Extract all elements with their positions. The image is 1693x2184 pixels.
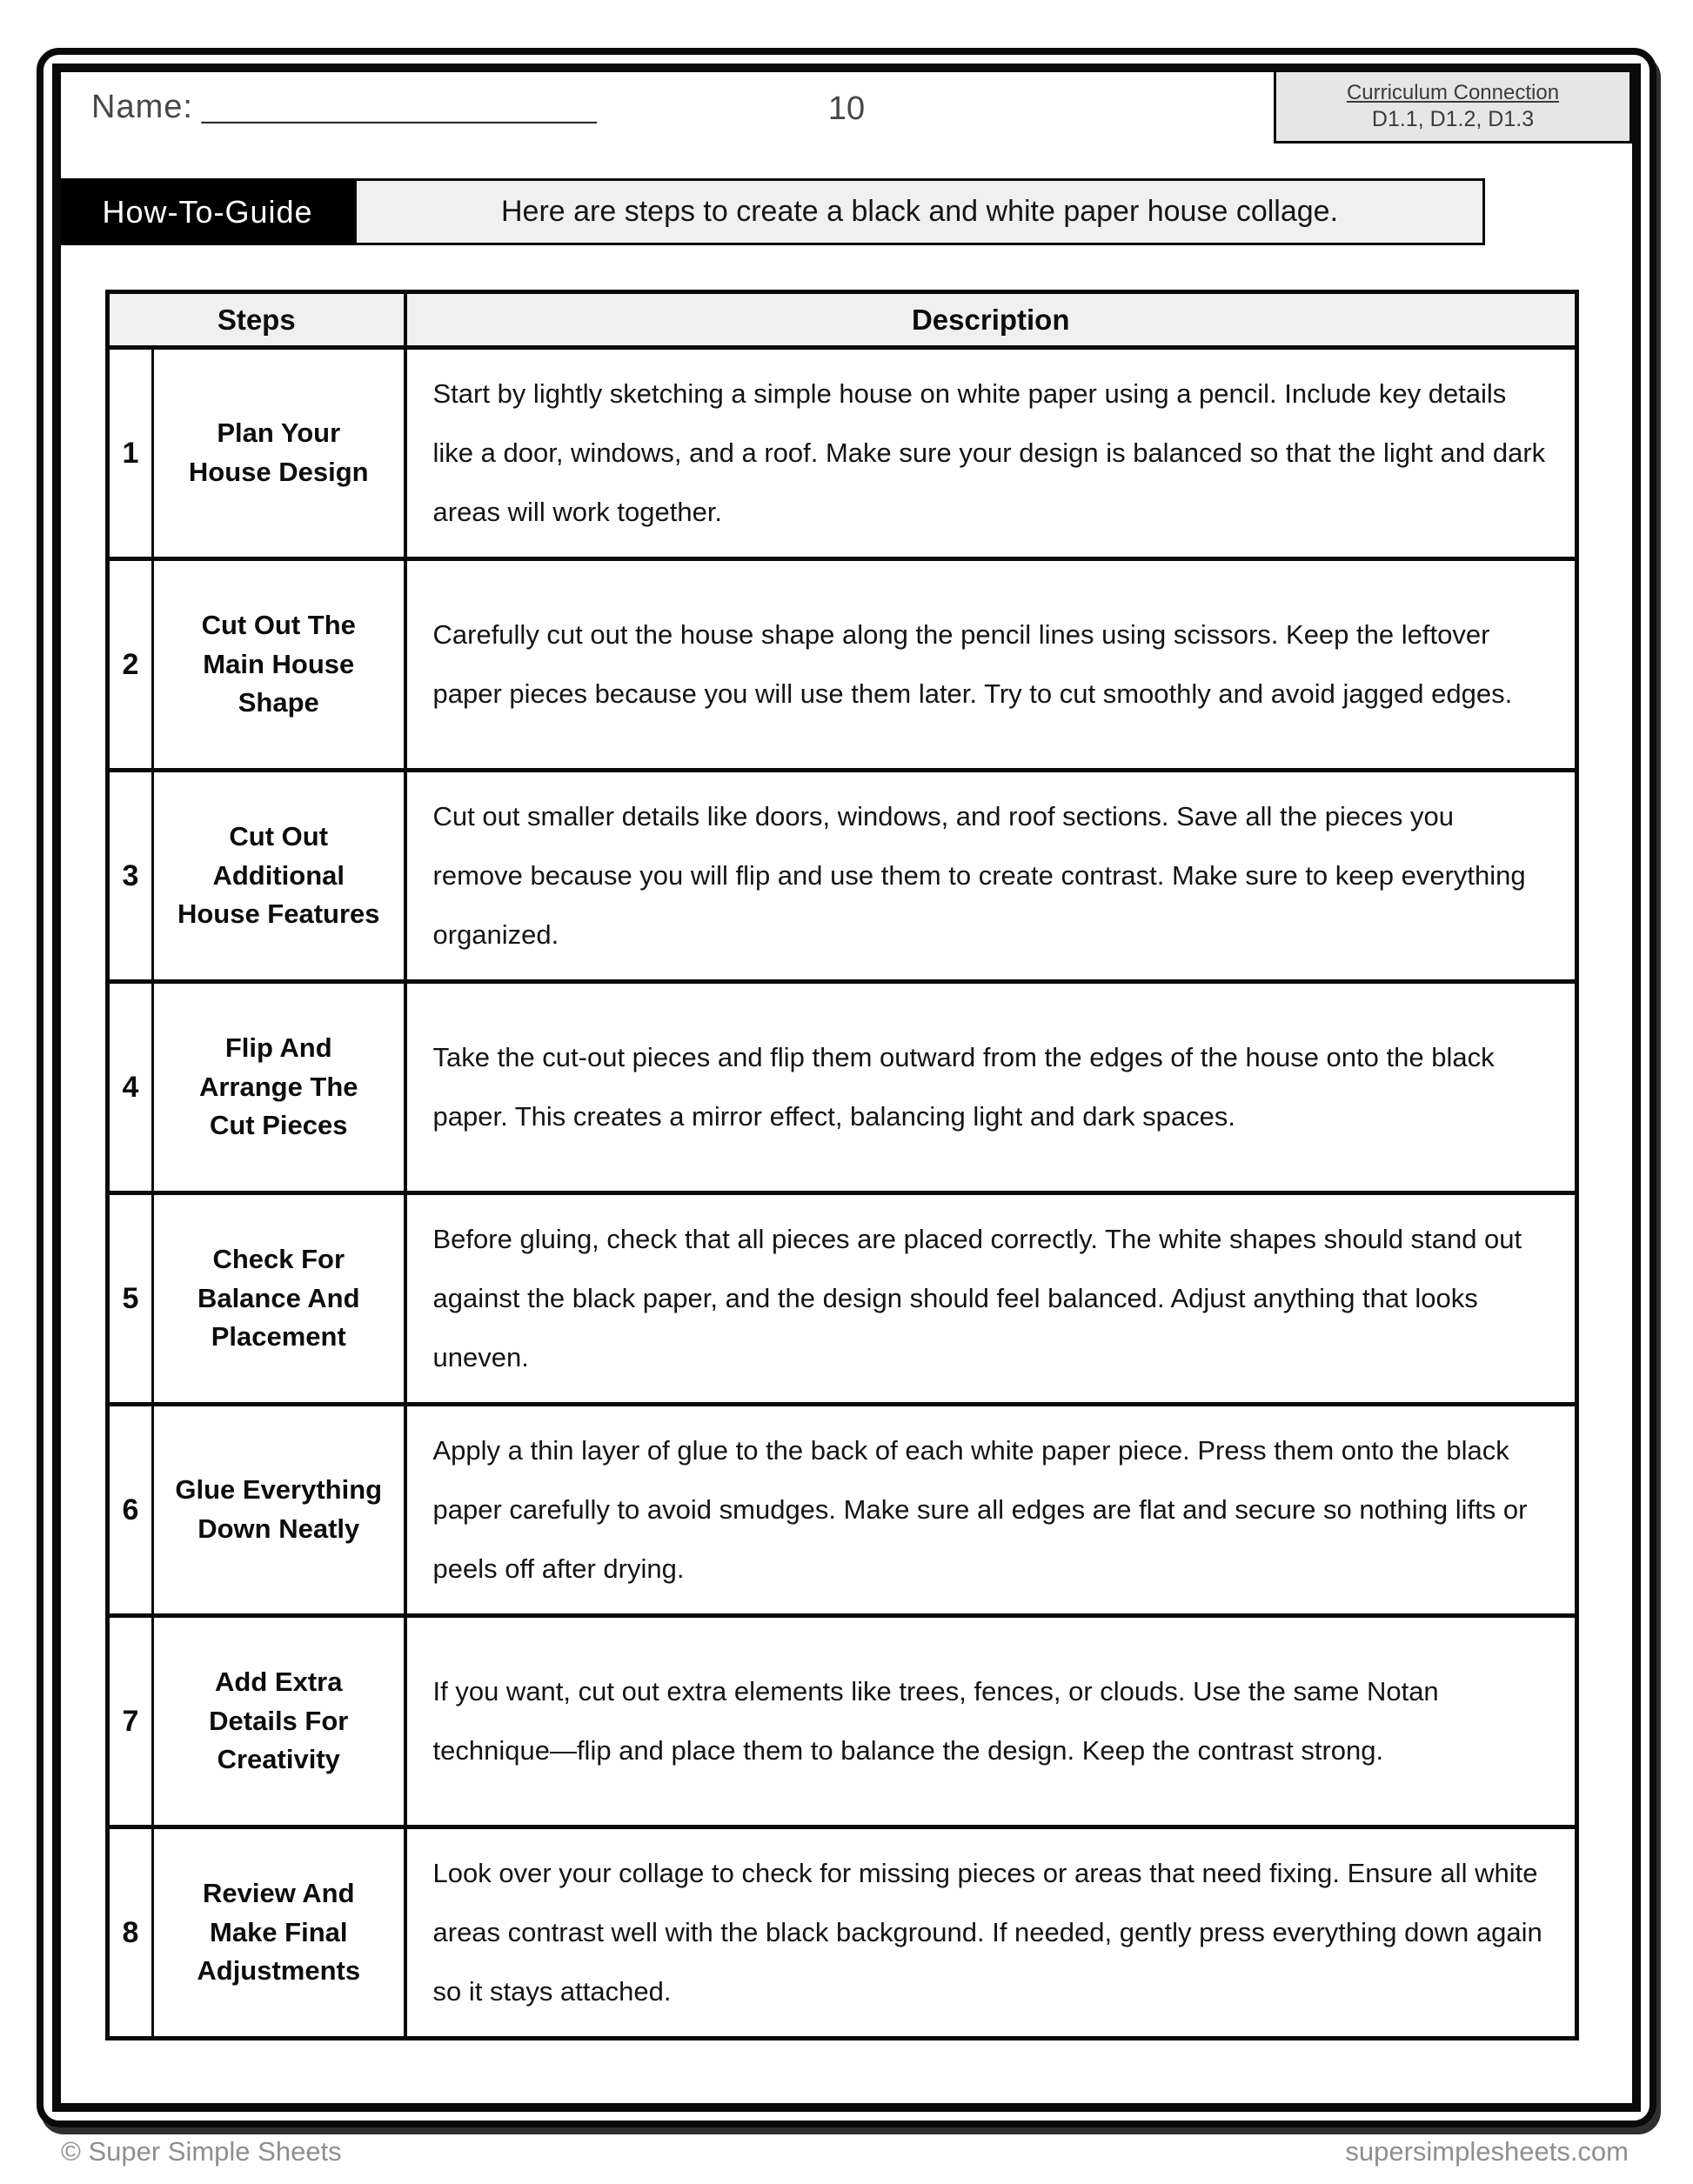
curriculum-connection-title: Curriculum Connection: [1346, 81, 1560, 104]
steps-column-header: Steps: [108, 292, 405, 348]
curriculum-connection-box: [1274, 72, 1632, 144]
table-row: [108, 1193, 1577, 1405]
curriculum-connection-codes: D1.1, D1.2, D1.3: [1371, 107, 1535, 131]
step-3-description: Cut out smaller details like doors, windows, and roof sections. Save all the pieces you remove because you will flip and use them to create contrast. Make sure to keep everything organized.: [405, 771, 1577, 982]
footer-copyright: © Super Simple Sheets: [61, 2136, 342, 2167]
steps-table: [105, 290, 1579, 2040]
step-6-number: 6: [108, 1405, 153, 1616]
step-3-title: Cut Out Additional House Features: [153, 771, 405, 982]
step-8-title: Review And Make Final Adjustments: [153, 1827, 405, 2039]
step-1-number: 1: [108, 348, 153, 559]
page-number: 10: [827, 90, 866, 127]
step-3-number: 3: [108, 771, 153, 982]
step-5-number: 5: [108, 1193, 153, 1405]
step-7-number: 7: [108, 1616, 153, 1827]
description-column-header: Description: [405, 292, 1577, 348]
step-5-title: Check For Balance And Placement: [153, 1193, 405, 1405]
table-row: [108, 1405, 1577, 1616]
how-to-guide-subtitle: Here are steps to create a black and white paper house collage.: [354, 178, 1485, 245]
table-row: [108, 348, 1577, 559]
footer-website: supersimplesheets.com: [1345, 2136, 1629, 2167]
step-7-description: If you want, cut out extra elements like trees, fences, or clouds. Use the same Notan technique—flip and place them to balance the design. Keep the contrast strong.: [405, 1616, 1577, 1827]
table-row: [108, 1616, 1577, 1827]
step-5-description: Before gluing, check that all pieces are placed correctly. The white shapes should stand out against the black paper, and the design should feel balanced. Adjust anything that looks uneven.: [405, 1193, 1577, 1405]
table-row: [108, 1827, 1577, 2039]
step-2-description: Carefully cut out the house shape along the pencil lines using scissors. Keep the leftover paper pieces because you will use them later. Try to cut smoothly and avoid jagged edges.: [405, 559, 1577, 771]
step-6-title: Glue Everything Down Neatly: [153, 1405, 405, 1616]
table-row: [108, 771, 1577, 982]
table-row: [108, 982, 1577, 1193]
name-blank-line: ________________________: [201, 91, 597, 124]
step-1-title: Plan Your House Design: [153, 348, 405, 559]
step-4-title: Flip And Arrange The Cut Pieces: [153, 982, 405, 1193]
step-6-description: Apply a thin layer of glue to the back of each white paper piece. Press them onto the black paper carefully to avoid smudges. Make sure all edges are flat and secure so nothing lifts or peels off after drying.: [405, 1405, 1577, 1616]
table-row: [108, 559, 1577, 771]
page-footer: [61, 2136, 1629, 2167]
step-8-number: 8: [108, 1827, 153, 2039]
step-7-title: Add Extra Details For Creativity: [153, 1616, 405, 1827]
step-2-title: Cut Out The Main House Shape: [153, 559, 405, 771]
name-label: Name:: [91, 89, 193, 125]
step-2-number: 2: [108, 559, 153, 771]
how-to-guide-label: How-To-Guide: [61, 178, 354, 245]
step-1-description: Start by lightly sketching a simple house on white paper using a pencil. Include key details like a door, windows, and a roof. Make sure your design is balanced so that the light and dark areas will work together.: [405, 348, 1577, 559]
step-4-description: Take the cut-out pieces and flip them outward from the edges of the house onto the black paper. This creates a mirror effect, balancing light and dark spaces.: [405, 982, 1577, 1193]
table-header-row: [108, 292, 1577, 348]
step-8-description: Look over your collage to check for missing pieces or areas that need fixing. Ensure all white areas contrast well with the black background. If needed, gently press everything down again so it stays attached.: [405, 1827, 1577, 2039]
step-4-number: 4: [108, 982, 153, 1193]
